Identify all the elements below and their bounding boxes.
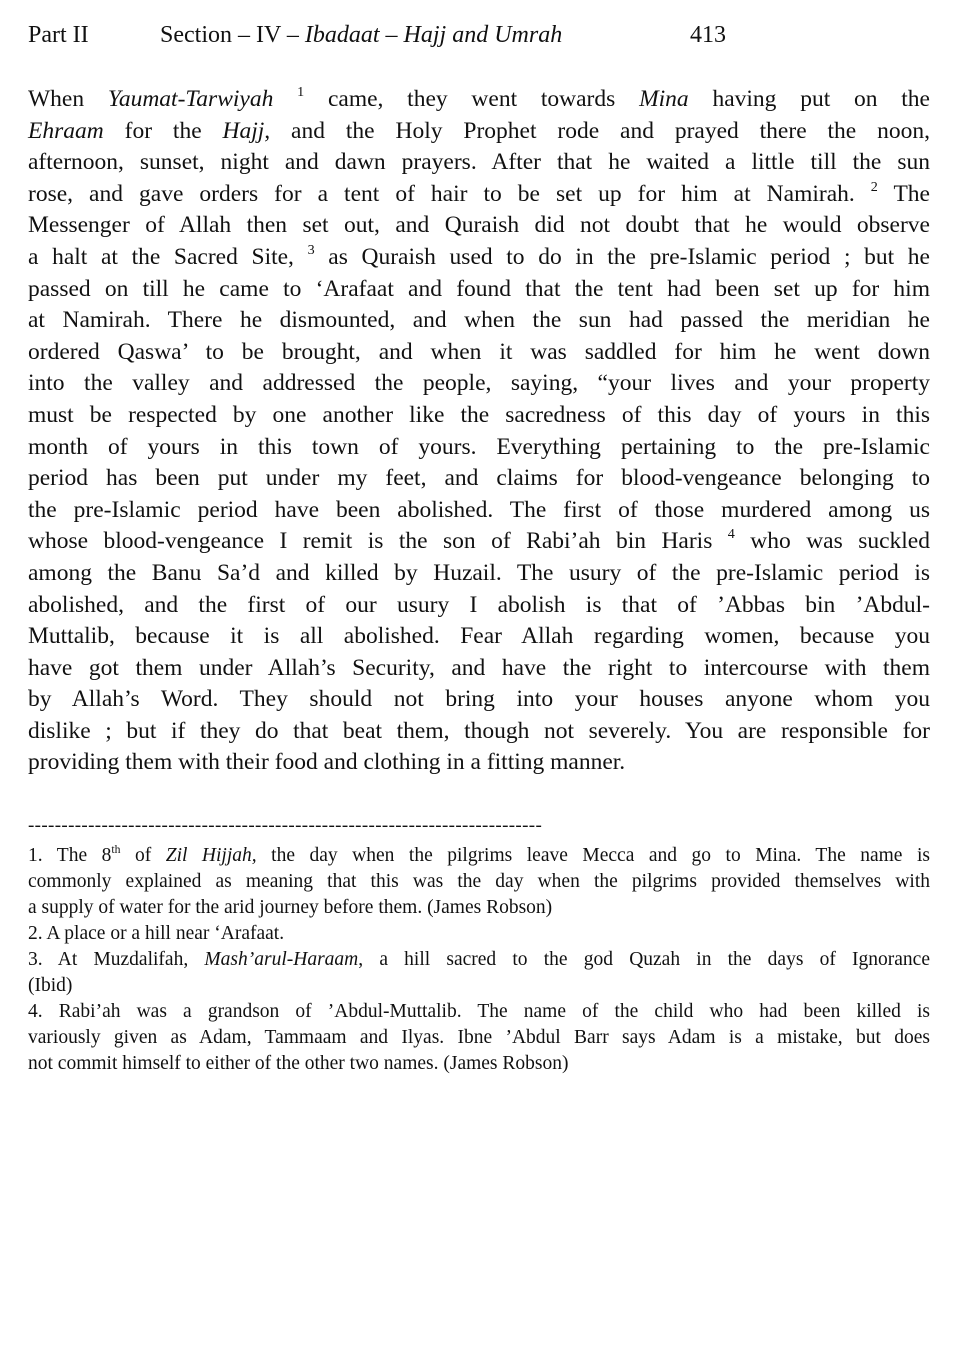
- body-line: [28, 337, 930, 369]
- text-run: rose, and gave orders for a tent of hair to be set up for him at Namirah.: [28, 180, 871, 207]
- body-line: [28, 558, 930, 590]
- italic-term: Zil Hijjah,: [165, 845, 257, 866]
- footnotes: [28, 843, 930, 1077]
- footnote-line: [28, 999, 930, 1025]
- text-run: into the valley and addressed the people, saying, “your lives and your property: [28, 370, 930, 397]
- text-run: the day when the pilgrims leave Mecca and go to Mina. The name is: [256, 845, 930, 866]
- text-run: must be respected by one another like the sacredness of this day of yours in this: [28, 401, 930, 428]
- text-run: at Namirah. There he dismounted, and when the sun had passed the meridian he: [28, 307, 930, 334]
- body-line: [28, 747, 930, 779]
- footnote-line: [28, 973, 930, 999]
- body-line: [28, 526, 930, 558]
- text-run: 3. At Muzdalifah,: [28, 949, 205, 970]
- body-line: [28, 495, 930, 527]
- footnote-line: [28, 895, 930, 921]
- text-run: commonly explained as meaning that this was the day when the pilgrims provided themselves with: [28, 871, 930, 892]
- footnote-line: [28, 1051, 930, 1077]
- body-line: [28, 147, 930, 179]
- text-run: , a hill sacred to the god Quzah in the days of Ignorance: [358, 949, 930, 970]
- italic-term: Hajj,: [222, 117, 271, 144]
- italic-term: Yaumat-Tarwiyah: [107, 86, 274, 112]
- text-run: 2. A place or a hill near ‘Arafaat.: [28, 923, 285, 944]
- text-run: for the: [103, 117, 223, 144]
- footnote-reference: 4: [727, 526, 735, 543]
- text-run: Messenger of Allah then set out, and Quraish did not doubt that he would observe: [28, 212, 930, 239]
- text-run: abolished, and the first of our usury I abolish is that of ’Abbas bin ’Abdul-: [28, 591, 930, 618]
- section-title: Ibadaat – Hajj and Umrah: [304, 22, 563, 48]
- footnote-line: [28, 1025, 930, 1051]
- text-run: not commit himself to either of the other two names. (James Robson): [28, 1053, 569, 1074]
- text-run: of: [120, 845, 166, 866]
- body-line: [28, 621, 930, 653]
- body-line: [28, 716, 930, 748]
- text-run: among the Banu Sa’d and killed by Huzail. The usury of the pre-Islamic period is: [28, 559, 930, 586]
- text-run: period has been put under my feet, and claims for blood-vengeance belonging to: [28, 465, 930, 492]
- footnote-separator: -----------------------------------------------------------------------------: [28, 815, 543, 836]
- text-run: whose blood-vengeance I remit is the son of Rabi’ah bin Haris: [28, 528, 728, 555]
- text-run: 4. Rabi’ah was a grandson of ’Abdul-Muttalib. The name of the child who had been killed is: [28, 1001, 930, 1022]
- body-line: [28, 274, 930, 306]
- italic-term: Mina: [639, 86, 689, 112]
- body-line: [28, 305, 930, 337]
- body-line: [28, 242, 930, 274]
- footnote-reference: th: [111, 842, 121, 856]
- body-text: [28, 84, 930, 779]
- text-run: by Allah’s Word. They should not bring into your houses anyone whom you: [28, 686, 930, 713]
- footnote-reference: 3: [307, 242, 315, 259]
- text-run: (Ibid): [28, 975, 73, 996]
- body-line: [28, 590, 930, 622]
- body-line: [28, 432, 930, 464]
- body-line: [28, 368, 930, 400]
- body-line: [28, 210, 930, 242]
- footnote-line: [28, 843, 930, 869]
- text-run: came, they went towards: [304, 86, 640, 112]
- text-run: and the Holy Prophet rode and prayed there the noon,: [270, 117, 930, 144]
- text-run: ordered Qaswa’ to be brought, and when it was saddled for him he went down: [28, 338, 930, 365]
- body-line: [28, 684, 930, 716]
- body-line: [28, 400, 930, 432]
- text-run: dislike ; but if they do that beat them, though not severely. You are responsible for: [28, 717, 930, 744]
- text-run: having put on the: [688, 86, 930, 112]
- running-header-section: [160, 22, 562, 49]
- text-run: [273, 86, 297, 112]
- text-run: providing them with their food and clothing in a fitting manner.: [28, 749, 626, 776]
- text-run: the pre-Islamic period have been abolished. The first of those murdered among us: [28, 496, 930, 523]
- text-run: afternoon, sunset, night and dawn prayers. After that he waited a little till the sun: [28, 149, 930, 176]
- text-run: who was suckled: [734, 528, 930, 555]
- text-run: a supply of water for the arid journey before them. (James Robson): [28, 897, 553, 918]
- body-line: [28, 116, 930, 148]
- footnote-reference: 1: [297, 84, 305, 101]
- text-run: When: [28, 86, 108, 112]
- footnote-reference: 2: [870, 178, 878, 195]
- body-line: [28, 653, 930, 685]
- text-run: a halt at the Sacred Site,: [28, 243, 308, 270]
- page-number: 413: [690, 22, 726, 48]
- body-line: [28, 179, 930, 211]
- running-header-part: Part II: [28, 22, 89, 48]
- text-run: 1. The 8: [28, 845, 112, 866]
- italic-term: Mash’arul-Haraam: [204, 949, 359, 970]
- text-run: month of yours in this town of yours. Everything pertaining to the pre-Islamic: [28, 433, 930, 460]
- text-run: Muttalib, because it is all abolished. Fear Allah regarding women, because you: [28, 623, 930, 650]
- text-run: as Quraish used to do in the pre-Islamic period ; but he: [314, 243, 930, 270]
- section-prefix: Section – IV –: [160, 22, 305, 48]
- footnote-line: [28, 921, 930, 947]
- text-run: passed on till he came to ‘Arafaat and found that the tent had been set up for him: [28, 275, 930, 302]
- footnote-line: [28, 869, 930, 895]
- body-line: [28, 463, 930, 495]
- text-run: variously given as Adam, Tammaam and Ilyas. Ibne ’Abdul Barr says Adam is a mistake, but does: [28, 1027, 930, 1048]
- footnote-line: [28, 947, 930, 973]
- italic-term: Ehraam: [28, 117, 104, 144]
- text-run: have got them under Allah’s Security, and have the right to intercourse with them: [28, 654, 930, 681]
- text-run: The: [877, 180, 930, 207]
- body-line: [28, 84, 930, 116]
